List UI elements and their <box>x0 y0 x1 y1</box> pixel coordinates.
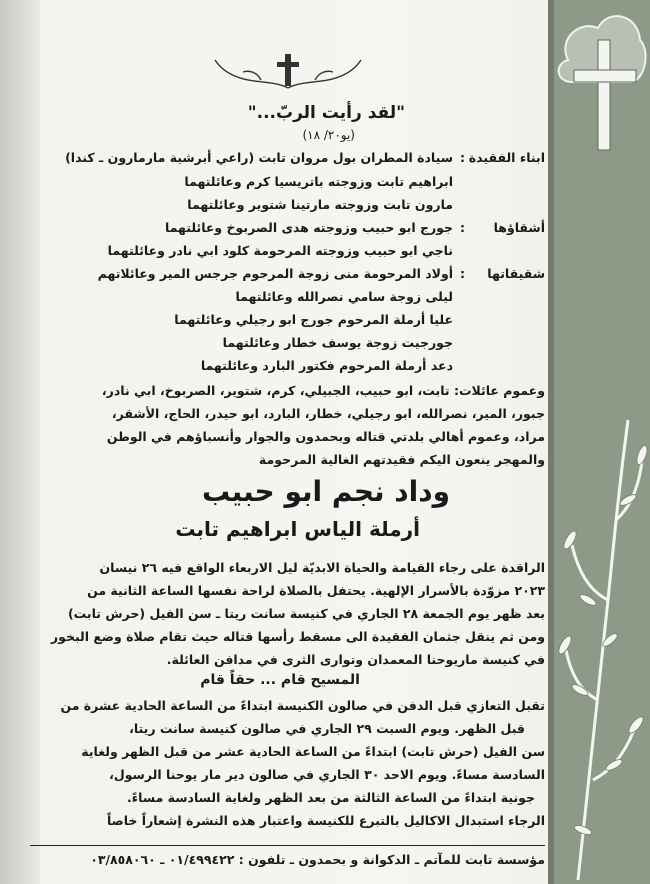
sister-line: ليلى زوجة سامي نصرالله وعائلتهما <box>235 289 453 304</box>
families-line: مراد، وعموم أهالي بلدتي قتاله وبحمدون والجوار وأنسباؤهم في الوطن <box>106 429 545 444</box>
sisters-colon: : <box>460 266 465 281</box>
cross-ornament-icon <box>213 50 363 92</box>
christ-risen: المسيح قام ... حقاً قام <box>200 672 360 688</box>
son-line: ابراهيم تابت وزوجته باتريسيا كرم وعائلتهما <box>184 174 453 189</box>
sister-line: عليا أرملة المرحوم جورج ابو رجيلي وعائلتهما <box>174 312 453 327</box>
sister-line: دعد أرملة المرحوم فكتور البارد وعائلتهما <box>200 358 453 373</box>
footer-divider <box>30 845 545 846</box>
funeral-line: في كنيسة ماريوحنا المعمدان وتوارى الثرى في مدافن العائلة. <box>166 652 545 667</box>
condolence-line: تقبل التعازي قبل الدفن في صالون الكنيسة ابتداءً من الساعة الحادية عشرة من <box>60 698 545 713</box>
olive-branch-icon <box>548 0 650 884</box>
families-line: جبور، المير، نصرالله، ابو رجيلي، خطار، البارد، ابو حيدر، الحاج، الأشقر، <box>111 406 545 421</box>
condolence-line: الرجاء استبدال الاكاليل بالتبرع للكنيسة واعتبار هذه النشرة إشعاراً خاصاً <box>106 813 545 828</box>
decorative-side-band <box>548 0 650 884</box>
sons-colon: : <box>460 150 465 165</box>
sister-line: جورجيت زوجة يوسف خطار وعائلتهما <box>222 335 453 350</box>
son-line: سيادة المطران بول مروان تابت (راعي أبرشية مارمارون ـ كندا) <box>65 150 453 165</box>
brother-line: ناجي ابو حبيب وزوجته المرحومة كلود ابي نادر وعائلتهما <box>107 243 453 258</box>
funeral-line: الراقدة على رجاء القيامة والحياة الابديّة ليل الاربعاء الواقع فيه ٢٦ نيسان <box>99 560 545 575</box>
condolence-line: جونية ابتداءً من الساعة الثالثة من بعد الظهر ولغاية السادسة مساءً. <box>127 790 535 805</box>
funeral-line: بعد ظهر يوم الجمعة ٢٨ الجاري في كنيسة سانت ريتا ـ سن الفيل (حرش تابت) <box>67 606 545 621</box>
condolence-line: السادسة مساءً. ويوم الاحد ٣٠ الجاري في صالون دير مار يوحنا الرسول، <box>109 767 545 782</box>
deceased-name: وداد نجم ابو حبيب <box>202 475 450 508</box>
funeral-line: ٢٠٢٣ مزوّدة بالأسرار الإلهية. يحتفل بالصلاة لراحة نفسها الساعة الثانية من <box>87 583 545 598</box>
sister-line: أولاد المرحومة منى زوجة المرحوم جرجس المير وعائلاتهم <box>97 266 453 281</box>
condolence-line: قبل الظهر. ويوم السبت ٢٩ الجاري في صالون كنيسة سانت ريتا، <box>129 721 525 736</box>
brothers-colon: : <box>460 220 465 235</box>
brother-line: جورج ابو حبيب وزوجته هدى الصربوخ وعائلتهما <box>164 220 453 235</box>
obituary-content <box>30 0 545 884</box>
cross-icon <box>559 16 646 150</box>
families-line: والمهجر ينعون اليكم فقيدتهم الغالية المرحومة <box>258 452 545 467</box>
son-line: مارون تابت وزوجته مارتينا شتوير وعائلتهما <box>187 197 453 212</box>
brothers-label: أشقاؤها <box>493 220 545 235</box>
condolence-line: سن الفيل (حرش تابت) ابتداءً من الساعة الحادية عشر من قبل الظهر ولغاية <box>81 744 545 759</box>
funeral-line: ومن ثم ينقل جثمان الفقيدة الى مسقط رأسها قتاله حيث تقام صلاة وضع البخور <box>50 629 545 644</box>
bible-quote: "لقد رأيت الربّ..." <box>247 103 405 123</box>
bible-reference: (يو٢٠/ ١٨) <box>302 128 355 142</box>
widow-of: أرملة الياس ابراهيم تابت <box>175 517 420 541</box>
sisters-label: شقيقاتها <box>487 266 545 281</box>
families-line: وعموم عائلات: تابت، ابو حبيب، الجبيلي، كرم، شتوير، الصربوخ، ابي نادر، <box>101 383 545 398</box>
funeral-home-footer: مؤسسة تابت للمآتم ـ الدكوانة و بحمدون ـ تلفون : ٠١/٤٩٩٤٢٢ ـ ٠٣/٨٥٨٠٦٠ <box>90 852 545 867</box>
sons-label: ابناء الفقيدة <box>468 150 545 165</box>
